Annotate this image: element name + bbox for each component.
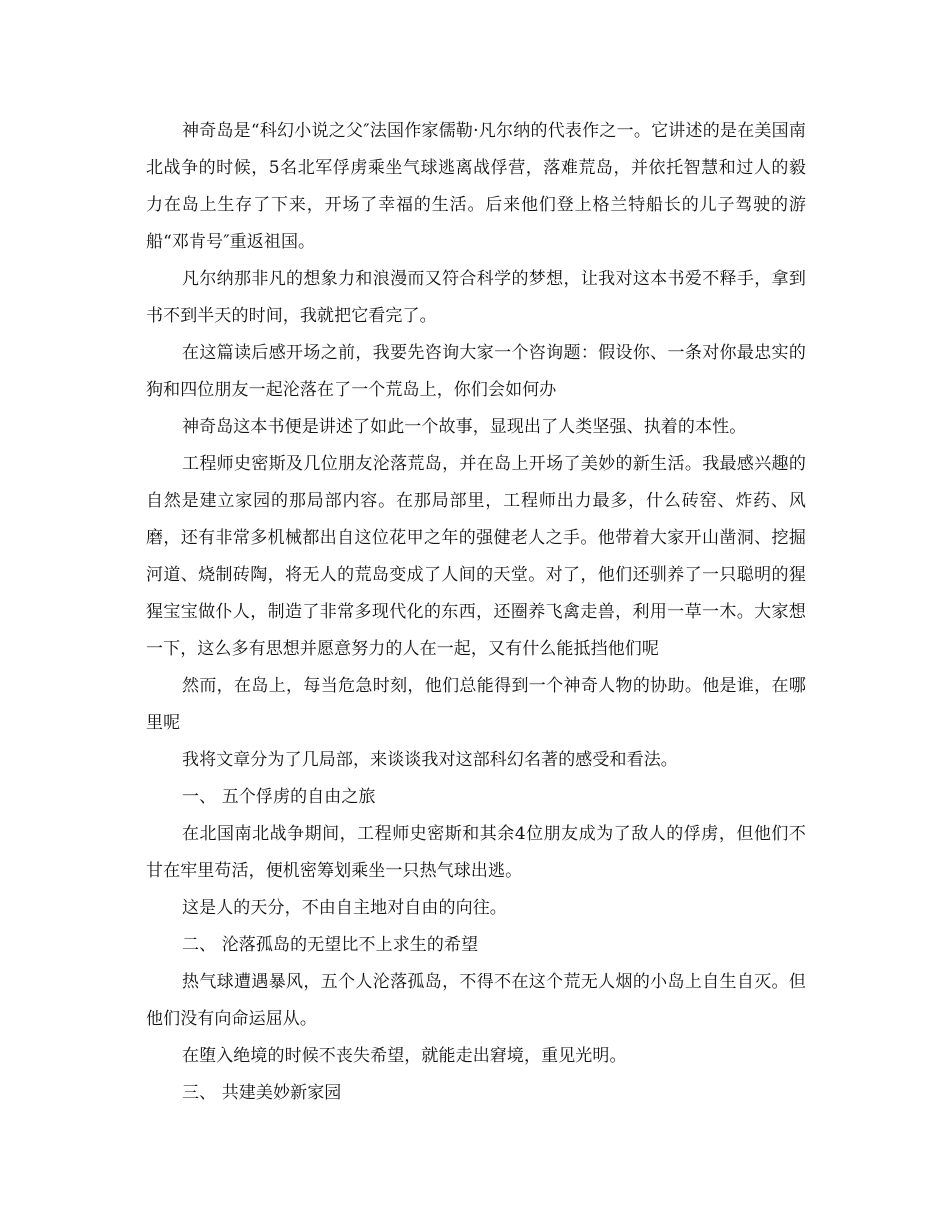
paragraph-imagination: 凡尔纳那非凡的想象力和浪漫而又符合科学的梦想，让我对这本书爱不释手，拿到书不到半天的时间，我就把它看完了。 — [146, 269, 806, 326]
article-body — [146, 113, 806, 1112]
paragraph-intro: 神奇岛是“科幻小说之父″法国作家儒勒·凡尔纳的代表作之一。它讲述的是在美国南北战争的时候，5名北军俘虏乘坐气球逃离战俘营，落难荒岛，并依托智慧和过人的毅力在岛上生存了下来，开场了幸福的生活。后来他们登上格兰特船长的儿子驾驶的游船“邓肯号″重返祖国。 — [146, 121, 806, 252]
paragraph-mystery-helper: 然而，在岛上，每当危急时刻，他们总能得到一个神奇人物的协助。他是谁，在哪里呢 — [146, 676, 806, 733]
paragraph-hope: 在堕入绝境的时候不丧失希望，就能走出窘境，重见光明。 — [182, 1046, 627, 1066]
paragraph-structure: 我将文章分为了几局部，来谈谈我对这部科幻名著的感受和看法。 — [182, 750, 678, 770]
paragraph-storm: 热气球遭遇暴风，五个人沦落孤岛，不得不在这个荒无人烟的小岛上自生自灭。但他们没有向命运屈从。 — [146, 972, 806, 1029]
paragraph-freedom: 这是人的天分，不由自主地对自由的向往。 — [182, 898, 507, 918]
paragraph-engineer: 工程师史密斯及几位朋友沦落荒岛，并在岛上开场了美妙的新生活。我最感兴趣的自然是建立家园的那局部内容。在那局部里，工程师出力最多，什么砖窑、炸药、风磨，还有非常多机械都出自这位花甲之年的强健老人之手。他带着大家开山凿洞、挖掘河道、烧制砖陶，将无人的荒岛变成了人间的天堂。对了，他们还驯养了一只聪明的猩猩宝宝做仆人，制造了非常多现代化的东西，还圈养飞禽走兽，利用一草一木。大家想一下，这么多有思想并愿意努力的人在一起，又有什么能抵挡他们呢 — [146, 454, 806, 659]
section-heading-3: 三、 共建美妙新家园 — [182, 1083, 342, 1103]
paragraph-question: 在这篇读后感开场之前，我要先咨询大家一个咨询题：假设你、一条对你最忠实的狗和四位朋友一起沦落在了一个荒岛上，你们会如何办 — [146, 343, 806, 400]
section-heading-2: 二、 沦落孤岛的无望比不上求生的希望 — [182, 935, 479, 955]
paragraph-story-summary: 神奇岛这本书便是讲述了如此一个故事，显现出了人类坚强、执着的本性。 — [182, 417, 747, 437]
section-heading-1: 一、 五个俘虏的自由之旅 — [182, 787, 376, 807]
paragraph-escape: 在北国南北战争期间，工程师史密斯和其余4位朋友成为了敌人的俘虏，但他们不甘在牢里苟活，便机密筹划乘坐一只热气球出逃。 — [146, 824, 806, 881]
